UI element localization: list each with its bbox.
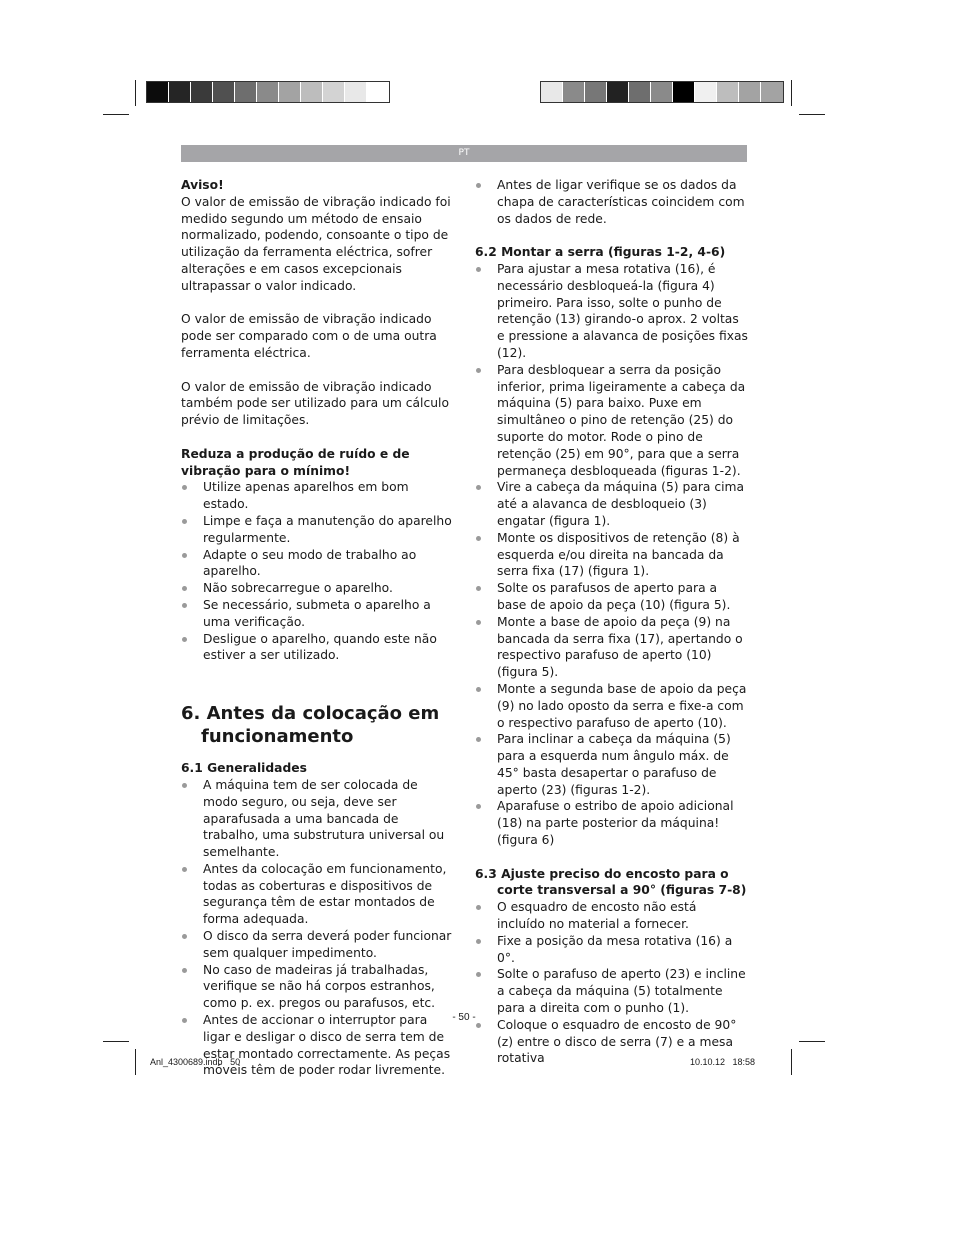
crop-mark [791, 80, 792, 106]
list-item: Antes de ligar verifique se os dados da chapa de características coincidem com os dados de rede. [475, 177, 748, 227]
adjustment-list [475, 899, 748, 1067]
list-item: Fixe a posição da mesa rotativa (16) a 0°. [475, 933, 748, 967]
list-item: Para desbloquear a serra da posição inferior, prima ligeiramente a cabeça da máquina (5) para baixo. Puxe em simultâneo o pino de retenção (25) do suporte do motor. Rode o pino de retenção (25) em 90°, para que a serra permaneça desbloqueada (figuras 1-2). [475, 362, 748, 480]
color-swatch [673, 82, 695, 102]
color-swatch [169, 82, 191, 102]
language-label: PT [458, 148, 470, 158]
color-swatch [213, 82, 235, 102]
list-item: Monte a segunda base de apoio da peça (9) no lado oposto da serra e fixe-a com o respectivo parafuso de aperto (10). [475, 681, 748, 731]
color-swatch [761, 82, 783, 102]
section-title: 6. Antes da colocação em funcionamento [181, 703, 440, 748]
list-item: Monte os dispositivos de retenção (8) à esquerda e/ou direita na bancada da serra fixa (17) (figura 1). [475, 530, 748, 580]
color-swatch [345, 82, 367, 102]
list-item: Desligue o aparelho, quando este não estiver a ser utilizado. [181, 631, 454, 665]
list-item: Para inclinar a cabeça da máquina (5) para a esquerda num ângulo máx. de 45° basta desapertar o parafuso de aperto (23) (figuras 1-2). [475, 731, 748, 798]
list-item: Para ajustar a mesa rotativa (16), é necessário desbloqueá-la (figura 4) primeiro. Para isso, solte o punho de retenção (13) girando-o aprox. 2 voltas e pressione a alavanca de posições fixas (12). [475, 261, 748, 362]
color-swatch [235, 82, 257, 102]
page-number: - 50 - [452, 1012, 476, 1023]
subsection-title: 6.1 Generalidades [181, 761, 307, 776]
general-list [181, 777, 454, 1079]
color-swatch [257, 82, 279, 102]
print-date: 10.10.12 18:58 [690, 1057, 756, 1067]
color-calibration-bar-left [146, 81, 390, 103]
color-swatch [695, 82, 717, 102]
color-swatch [651, 82, 673, 102]
color-swatch [323, 82, 345, 102]
list-item: O disco da serra deverá poder funcionar sem qualquer impedimento. [181, 928, 454, 962]
crop-mark [799, 1041, 825, 1042]
list-item: Adapte o seu modo de trabalho ao aparelho. [181, 547, 454, 581]
subsection-title: 6.3 Ajuste preciso do encosto para o corte transversal a 90° (figuras 7-8) [475, 866, 747, 898]
list-item: Antes de accionar o interruptor para ligar e desligar o disco de serra tem de estar montado correctamente. As peças móveis têm de poder rodar livremente. [181, 1012, 454, 1079]
list-item: Solte o parafuso de aperto (23) e incline a cabeça da máquina (5) totalmente para a direita com o punho (1). [475, 966, 748, 1016]
list-item: Limpe e faça a manutenção do aparelho regularmente. [181, 513, 454, 547]
warning-title: Aviso! [181, 178, 224, 192]
color-calibration-bar-right [540, 81, 784, 103]
crop-mark [799, 114, 825, 115]
list-item: Não sobrecarregue o aparelho. [181, 580, 454, 597]
crop-mark [135, 1049, 136, 1075]
list-item: Solte os parafusos de aperto para a base de apoio da peça (10) (figura 5). [475, 580, 748, 614]
list-item: Vire a cabeça da máquina (5) para cima até a alavanca de desbloqueio (3) engatar (figura 1). [475, 479, 748, 529]
crop-mark [791, 1049, 792, 1075]
color-swatch [279, 82, 301, 102]
list-item: Coloque o esquadro de encosto de 90° (z) entre o disco de serra (7) e a mesa rotativa [475, 1017, 748, 1067]
right-column [475, 177, 748, 1067]
warning-paragraph: O valor de emissão de vibração indicado pode ser comparado com o de uma outra ferramenta eléctrica. [181, 312, 437, 360]
color-swatch [739, 82, 761, 102]
crop-mark [103, 114, 129, 115]
subsection-title: 6.2 Montar a serra (figuras 1-2, 4-6) [475, 245, 726, 260]
check-list [475, 177, 748, 227]
color-swatch [629, 82, 651, 102]
left-column [181, 177, 454, 1079]
list-item: Utilize apenas aparelhos em bom estado. [181, 479, 454, 513]
color-swatch [585, 82, 607, 102]
reduce-noise-title: Reduza a produção de ruído e de vibração para o mínimo! [181, 446, 410, 478]
color-swatch [301, 82, 323, 102]
color-swatch [717, 82, 739, 102]
color-swatch [147, 82, 169, 102]
color-swatch [563, 82, 585, 102]
assembly-list [475, 261, 748, 849]
warning-paragraph: O valor de emissão de vibração indicado foi medido segundo um método de ensaio normalizado, podendo, consoante o tipo de utilização da ferramenta eléctrica, sofrer alterações e em casos excepcionais ultrapassar o valor indicado. [181, 194, 451, 293]
color-swatch [367, 82, 389, 102]
language-header [181, 145, 747, 162]
color-swatch [541, 82, 563, 102]
list-item: Se necessário, submeta o aparelho a uma verificação. [181, 597, 454, 631]
list-item: No caso de madeiras já trabalhadas, verifique se não há corpos estranhos, como p. ex. pregos ou parafusos, etc. [181, 962, 454, 1012]
color-swatch [607, 82, 629, 102]
file-info: Anl_4300689.indb 50 [150, 1057, 241, 1067]
list-item: Aparafuse o estribo de apoio adicional (18) na parte posterior da máquina! (figura 6) [475, 798, 748, 848]
reduce-noise-list [181, 479, 454, 664]
list-item: Monte a base de apoio da peça (9) na bancada da serra fixa (17), apertando o respectivo parafuso de aperto (10) (figura 5). [475, 614, 748, 681]
warning-paragraph: O valor de emissão de vibração indicado também pode ser utilizado para um cálculo prévio de limitações. [181, 379, 449, 428]
list-item: Antes da colocação em funcionamento, todas as coberturas e dispositivos de segurança têm de estar montados de forma adequada. [181, 861, 454, 928]
color-swatch [191, 82, 213, 102]
crop-mark [135, 80, 136, 106]
list-item: O esquadro de encosto não está incluído no material a fornecer. [475, 899, 748, 933]
list-item: A máquina tem de ser colocada de modo seguro, ou seja, deve ser aparafusada a uma bancada de trabalho, uma substrutura universal ou semelhante. [181, 777, 454, 861]
crop-mark [103, 1041, 129, 1042]
